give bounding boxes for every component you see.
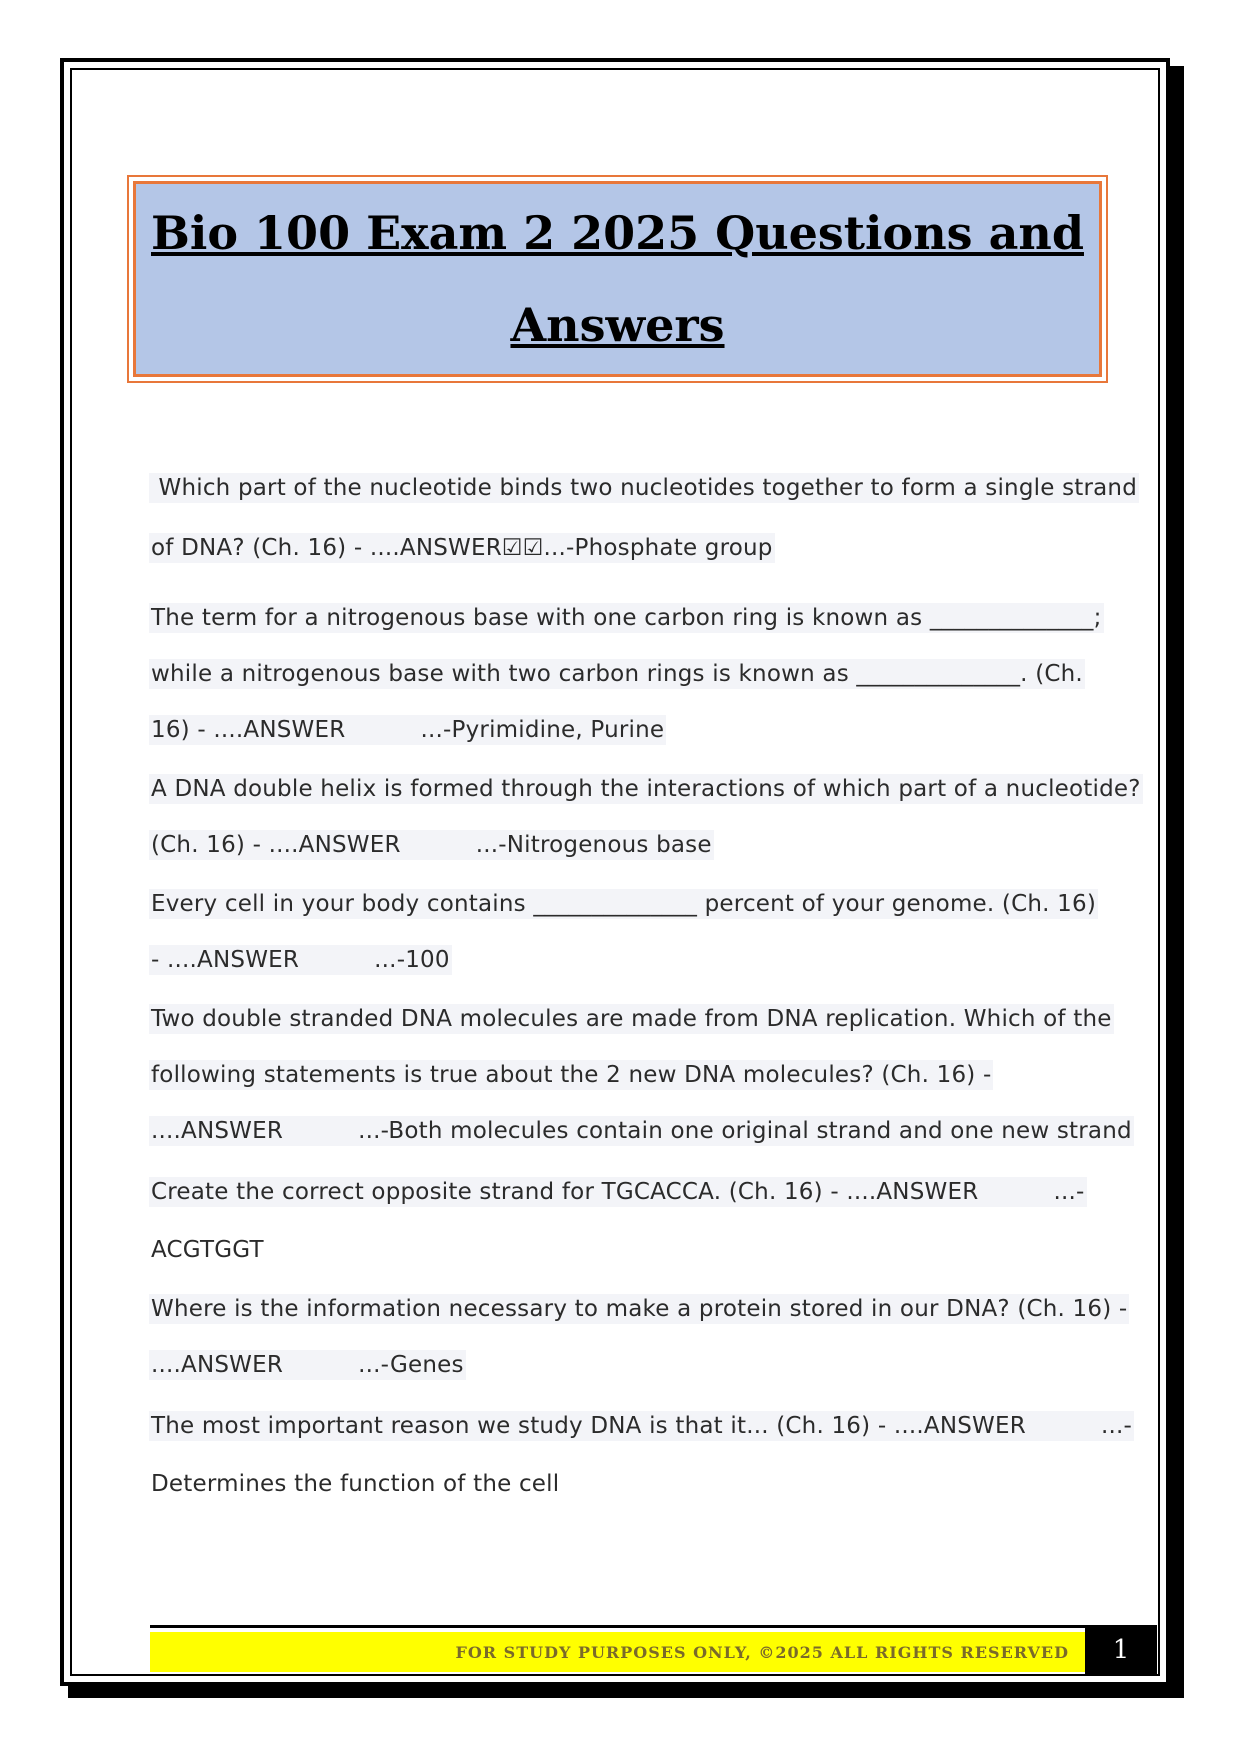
qa-line: A DNA double helix is formed through the interactions of which part of a nucleotide? — [151, 776, 1141, 802]
qa-line: while a nitrogenous base with two carbon rings is known as ______________. (Ch. — [151, 661, 1083, 687]
qa-line: Every cell in your body contains ______________ percent of your genome. (Ch. 16) — [151, 891, 1096, 917]
qa-line: The term for a nitrogenous base with one carbon ring is known as ______________; — [151, 605, 1102, 631]
footer-band — [150, 1632, 1085, 1672]
qa-line: The most important reason we study DNA is that it... (Ch. 16) - ....ANSWER ...- — [151, 1413, 1133, 1439]
qa-line: of DNA? (Ch. 16) - ....ANSWER☑☑...-Phosphate group — [151, 535, 773, 561]
qa-line: Two double stranded DNA molecules are made from DNA replication. Which of the — [151, 1006, 1112, 1032]
title-line-2: Answers — [510, 298, 725, 352]
qa-line: (Ch. 16) - ....ANSWER ...-Nitrogenous base — [151, 832, 712, 858]
qa-item — [149, 1396, 1133, 1512]
qa-item — [149, 876, 1096, 988]
footer-rule — [150, 1625, 1085, 1628]
qa-line: following statements is true about the 2 new DNA molecules? (Ch. 16) - — [151, 1062, 992, 1088]
qa-list — [149, 458, 1141, 1515]
qa-line: Create the correct opposite strand for TGCACCA. (Ch. 16) - ....ANSWER ...- — [151, 1179, 1085, 1205]
qa-line: ....ANSWER ...-Both molecules contain one original strand and one new strand — [151, 1118, 1132, 1144]
qa-item — [149, 1162, 1089, 1278]
title-box — [127, 175, 1108, 383]
qa-item — [149, 991, 1132, 1159]
qa-line: Which part of the nucleotide binds two nucleotides together to form a single strand — [151, 475, 1138, 501]
qa-line: Where is the information necessary to make a protein stored in our DNA? (Ch. 16) - — [151, 1296, 1128, 1322]
qa-line: ....ANSWER ...-Genes — [151, 1352, 464, 1378]
page-number: 1 — [1112, 1635, 1130, 1665]
qa-item — [149, 1281, 1128, 1393]
qa-line: ACGTGGT — [151, 1237, 264, 1263]
qa-item — [149, 590, 1102, 758]
footer-copyright: FOR STUDY PURPOSES ONLY, ©2025 ALL RIGHTS RESERVED — [455, 1642, 1069, 1662]
qa-item — [149, 458, 1138, 578]
title-line-1: Bio 100 Exam 2 2025 Questions and — [151, 206, 1084, 260]
qa-line: - ....ANSWER ...-100 — [151, 947, 450, 973]
qa-line: Determines the function of the cell — [151, 1471, 560, 1497]
page-number-box — [1085, 1625, 1157, 1675]
qa-item — [149, 761, 1141, 873]
qa-line: 16) - ....ANSWER ...-Pyrimidine, Purine — [151, 717, 665, 743]
title-panel — [133, 181, 1102, 377]
